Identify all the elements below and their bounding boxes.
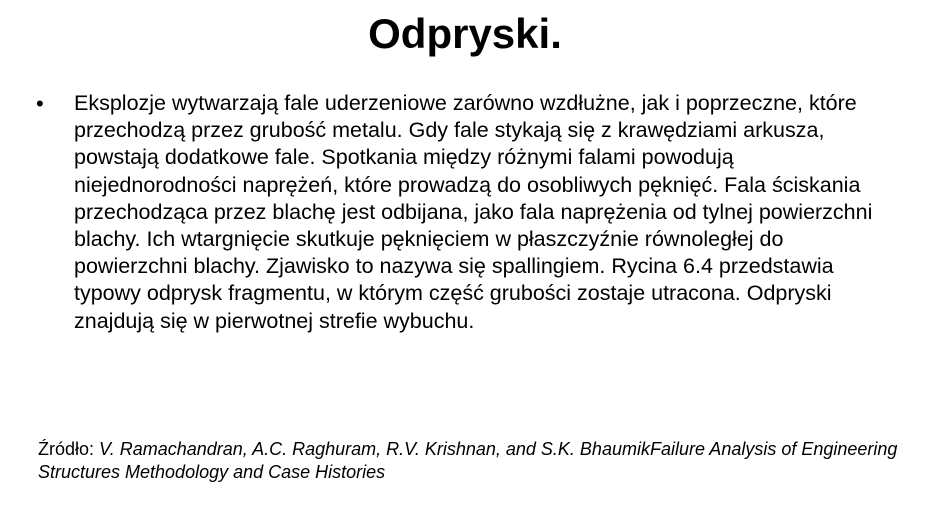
bullet-item xyxy=(36,90,894,335)
slide-title: Odpryski. xyxy=(368,10,562,57)
source-label: Źródło: xyxy=(38,439,100,459)
bullet-text: Eksplozje wytwarzają fale uderzeniowe zarówno wzdłużne, jak i poprzeczne, które przechodzą przez grubość metalu. Gdy fale stykają się z krawędziami arkusza, powstają dodatkowe fale. Spotkania między różnymi falami powodują niejednorodności naprężeń, które prowadzą do osobliwych pęknięć. Fala ściskania przechodząca przez blachę jest odbijana, jako fala naprężenia od tylnej powierzchni blachy. Ich wtargnięcie skutkuje pęknięciem w płaszczyźnie równoległej do powierzchni blachy. Zjawisko to nazywa się spallingiem. Rycina 6.4 przedstawia typowy odprysk fragmentu, w którym część grubości zostaje utracona. Odpryski znajdują się w pierwotnej strefie wybuchu. xyxy=(74,91,873,333)
source-citation: V. Ramachandran, A.C. Raghuram, R.V. Krishnan, and S.K. BhaumikFailure Analysis of Engineering Structures Methodology and Case Histories xyxy=(38,439,898,482)
source-reference xyxy=(38,438,898,484)
bullet-marker: • xyxy=(36,91,44,116)
bullet-list xyxy=(36,90,894,335)
